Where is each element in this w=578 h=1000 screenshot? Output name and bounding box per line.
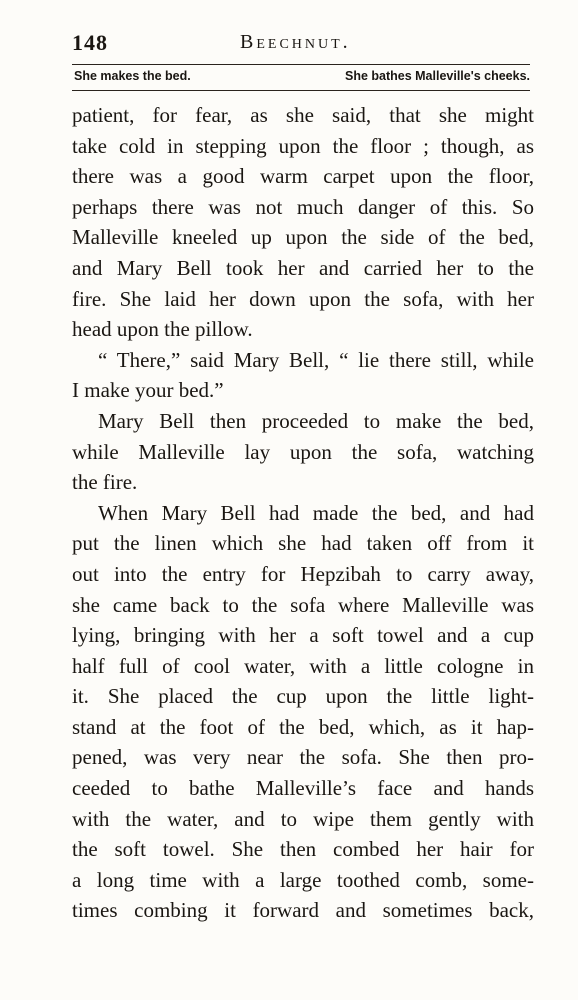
text-line: it. She placed the cup upon the little light-	[72, 684, 534, 709]
text-line: fire. She laid her down upon the sofa, with her	[72, 286, 534, 311]
text-line: she came back to the sofa where Malleville was	[72, 592, 534, 617]
text-line: and Mary Bell took her and carried her to the	[72, 255, 534, 280]
text-line: perhaps there was not much danger of this. So	[72, 194, 534, 219]
text-line: take cold in stepping upon the floor ; though, as	[72, 133, 534, 158]
text-line: I make your bed.”	[72, 378, 224, 403]
side-notes	[74, 69, 530, 87]
text-line: patient, for fear, as she said, that she might	[72, 103, 534, 127]
text-line: times combing it forward and sometimes back,	[72, 898, 534, 923]
text-line: ceeded to bathe Malleville’s face and hands	[72, 776, 534, 801]
text-line: out into the entry for Hepzibah to carry away,	[72, 561, 534, 586]
side-note-right: She bathes Malleville's cheeks.	[344, 69, 530, 83]
page-number: 148	[72, 30, 108, 55]
text-line: with the water, and to wipe them gently with	[72, 806, 534, 831]
body-text	[72, 100, 534, 926]
text-line: Malleville kneeled up upon the side of the bed,	[72, 225, 534, 250]
text-line: “ There,” said Mary Bell, “ lie there still, while	[98, 347, 534, 372]
book-title: Beechnut.	[240, 31, 351, 53]
text-line: the soft towel. She then combed her hair for	[72, 837, 534, 862]
text-line: When Mary Bell had made the bed, and had	[98, 500, 534, 525]
text-line: the fire.	[72, 470, 138, 495]
text-line: put the linen which she had taken off from it	[72, 531, 534, 556]
text-line: there was a good warm carpet upon the floor,	[72, 164, 534, 189]
running-head	[72, 30, 532, 58]
text-line: pened, was very near the sofa. She then pro-	[72, 745, 534, 770]
text-line: Mary Bell then proceeded to make the bed,	[98, 408, 534, 433]
header-rule-bottom	[72, 90, 530, 91]
text-line: a long time with a large toothed comb, some-	[72, 867, 534, 892]
text-line: stand at the foot of the bed, which, as it hap-	[72, 714, 534, 739]
text-line: while Malleville lay upon the sofa, watching	[72, 439, 534, 464]
header-rule-top	[72, 64, 530, 65]
text-line: head upon the pillow.	[72, 317, 253, 342]
side-note-left: She makes the bed.	[74, 69, 191, 83]
text-line: half full of cool water, with a little cologne in	[72, 653, 534, 678]
text-line: lying, bringing with her a soft towel and a cup	[72, 623, 534, 648]
